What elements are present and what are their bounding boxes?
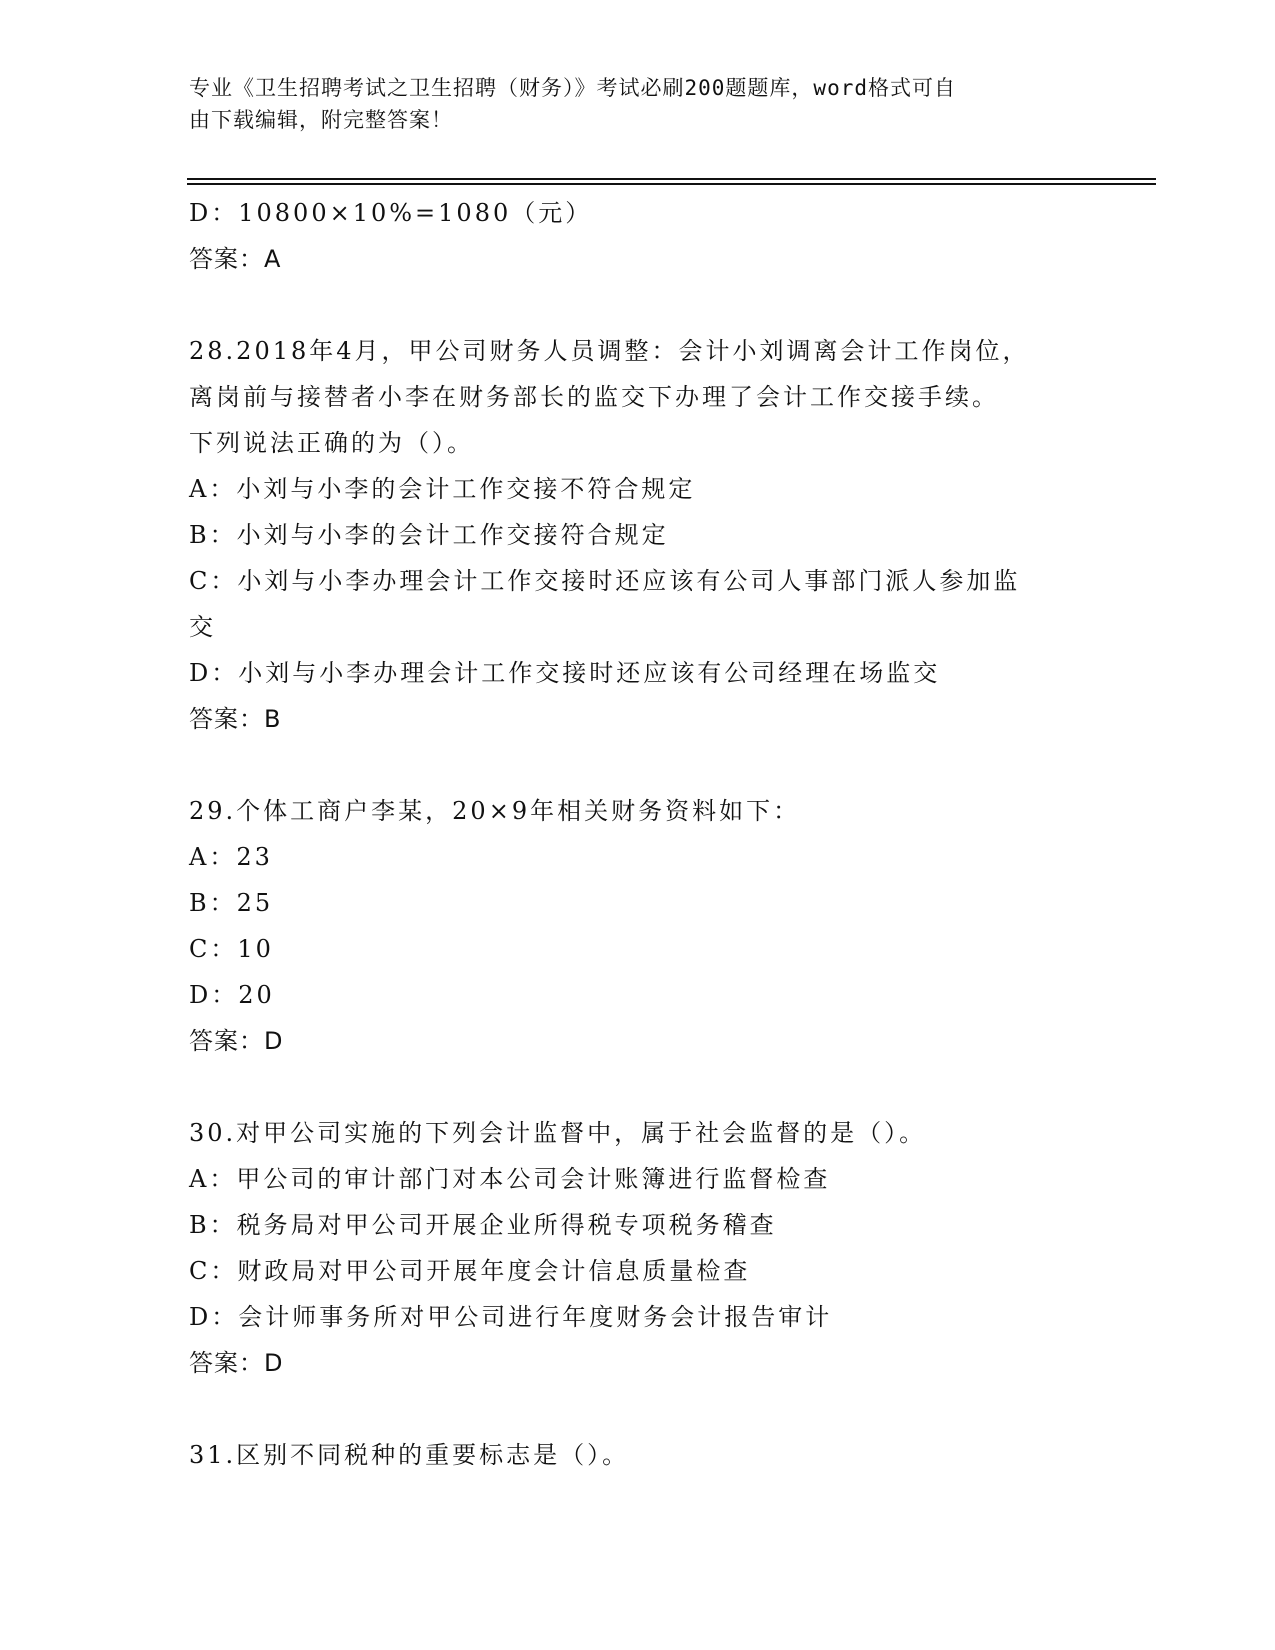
prev-option-d: D：10800×10%=1080（元） (189, 199, 593, 227)
spacer (189, 1064, 1089, 1110)
spacer (189, 742, 1089, 788)
question-29 (189, 788, 1089, 1064)
option-c: C：小刘与小李办理会计工作交接时还应该有公司人事部门派人参加监 (189, 567, 1021, 595)
document-header (189, 72, 1089, 136)
spacer (189, 282, 1089, 328)
question-content (189, 190, 1089, 1478)
question-28 (189, 328, 1089, 742)
header-line-2: 由下载编辑，附完整答案！ (189, 108, 453, 132)
option-c-continued: 交 (189, 613, 216, 641)
question-title-line: 30.对甲公司实施的下列会计监督中，属于社会监督的是（）。 (189, 1119, 927, 1147)
option-d: D：会计师事务所对甲公司进行年度财务会计报告审计 (189, 1303, 833, 1331)
option-d: D：20 (189, 981, 275, 1009)
question-title-line: 31.区别不同税种的重要标志是（）。 (189, 1441, 630, 1469)
question-31 (189, 1432, 1089, 1478)
question-title-line: 下列说法正确的为（）。 (189, 429, 474, 457)
header-divider-bottom (187, 183, 1156, 185)
answer: 答案：D (189, 1027, 284, 1055)
option-a: A：小刘与小李的会计工作交接不符合规定 (189, 475, 696, 503)
question-title-line: 28.2018年4月，甲公司财务人员调整：会计小刘调离会计工作岗位， (189, 337, 1030, 365)
question-title-line: 离岗前与接替者小李在财务部长的监交下办理了会计工作交接手续。 (189, 383, 999, 411)
option-a: A：甲公司的审计部门对本公司会计账簿进行监督检查 (189, 1165, 831, 1193)
question-30 (189, 1110, 1089, 1386)
spacer (189, 1386, 1089, 1432)
prev-answer: 答案：A (189, 245, 282, 273)
answer: 答案：D (189, 1349, 284, 1377)
option-d: D：小刘与小李办理会计工作交接时还应该有公司经理在场监交 (189, 659, 941, 687)
answer: 答案：B (189, 705, 282, 733)
option-b: B：税务局对甲公司开展企业所得税专项税务稽查 (189, 1211, 777, 1239)
option-c: C：财政局对甲公司开展年度会计信息质量检查 (189, 1257, 751, 1285)
option-a: A：23 (189, 843, 273, 871)
header-line-1: 专业《卫生招聘考试之卫生招聘（财务）》考试必刷200题题库，word格式可自 (189, 76, 956, 100)
option-b: B：小刘与小李的会计工作交接符合规定 (189, 521, 669, 549)
header-divider-top (187, 178, 1156, 180)
question-title-line: 29.个体工商户李某，20×9年相关财务资料如下： (189, 797, 801, 825)
option-c: C：10 (189, 935, 274, 963)
option-b: B：25 (189, 889, 274, 917)
